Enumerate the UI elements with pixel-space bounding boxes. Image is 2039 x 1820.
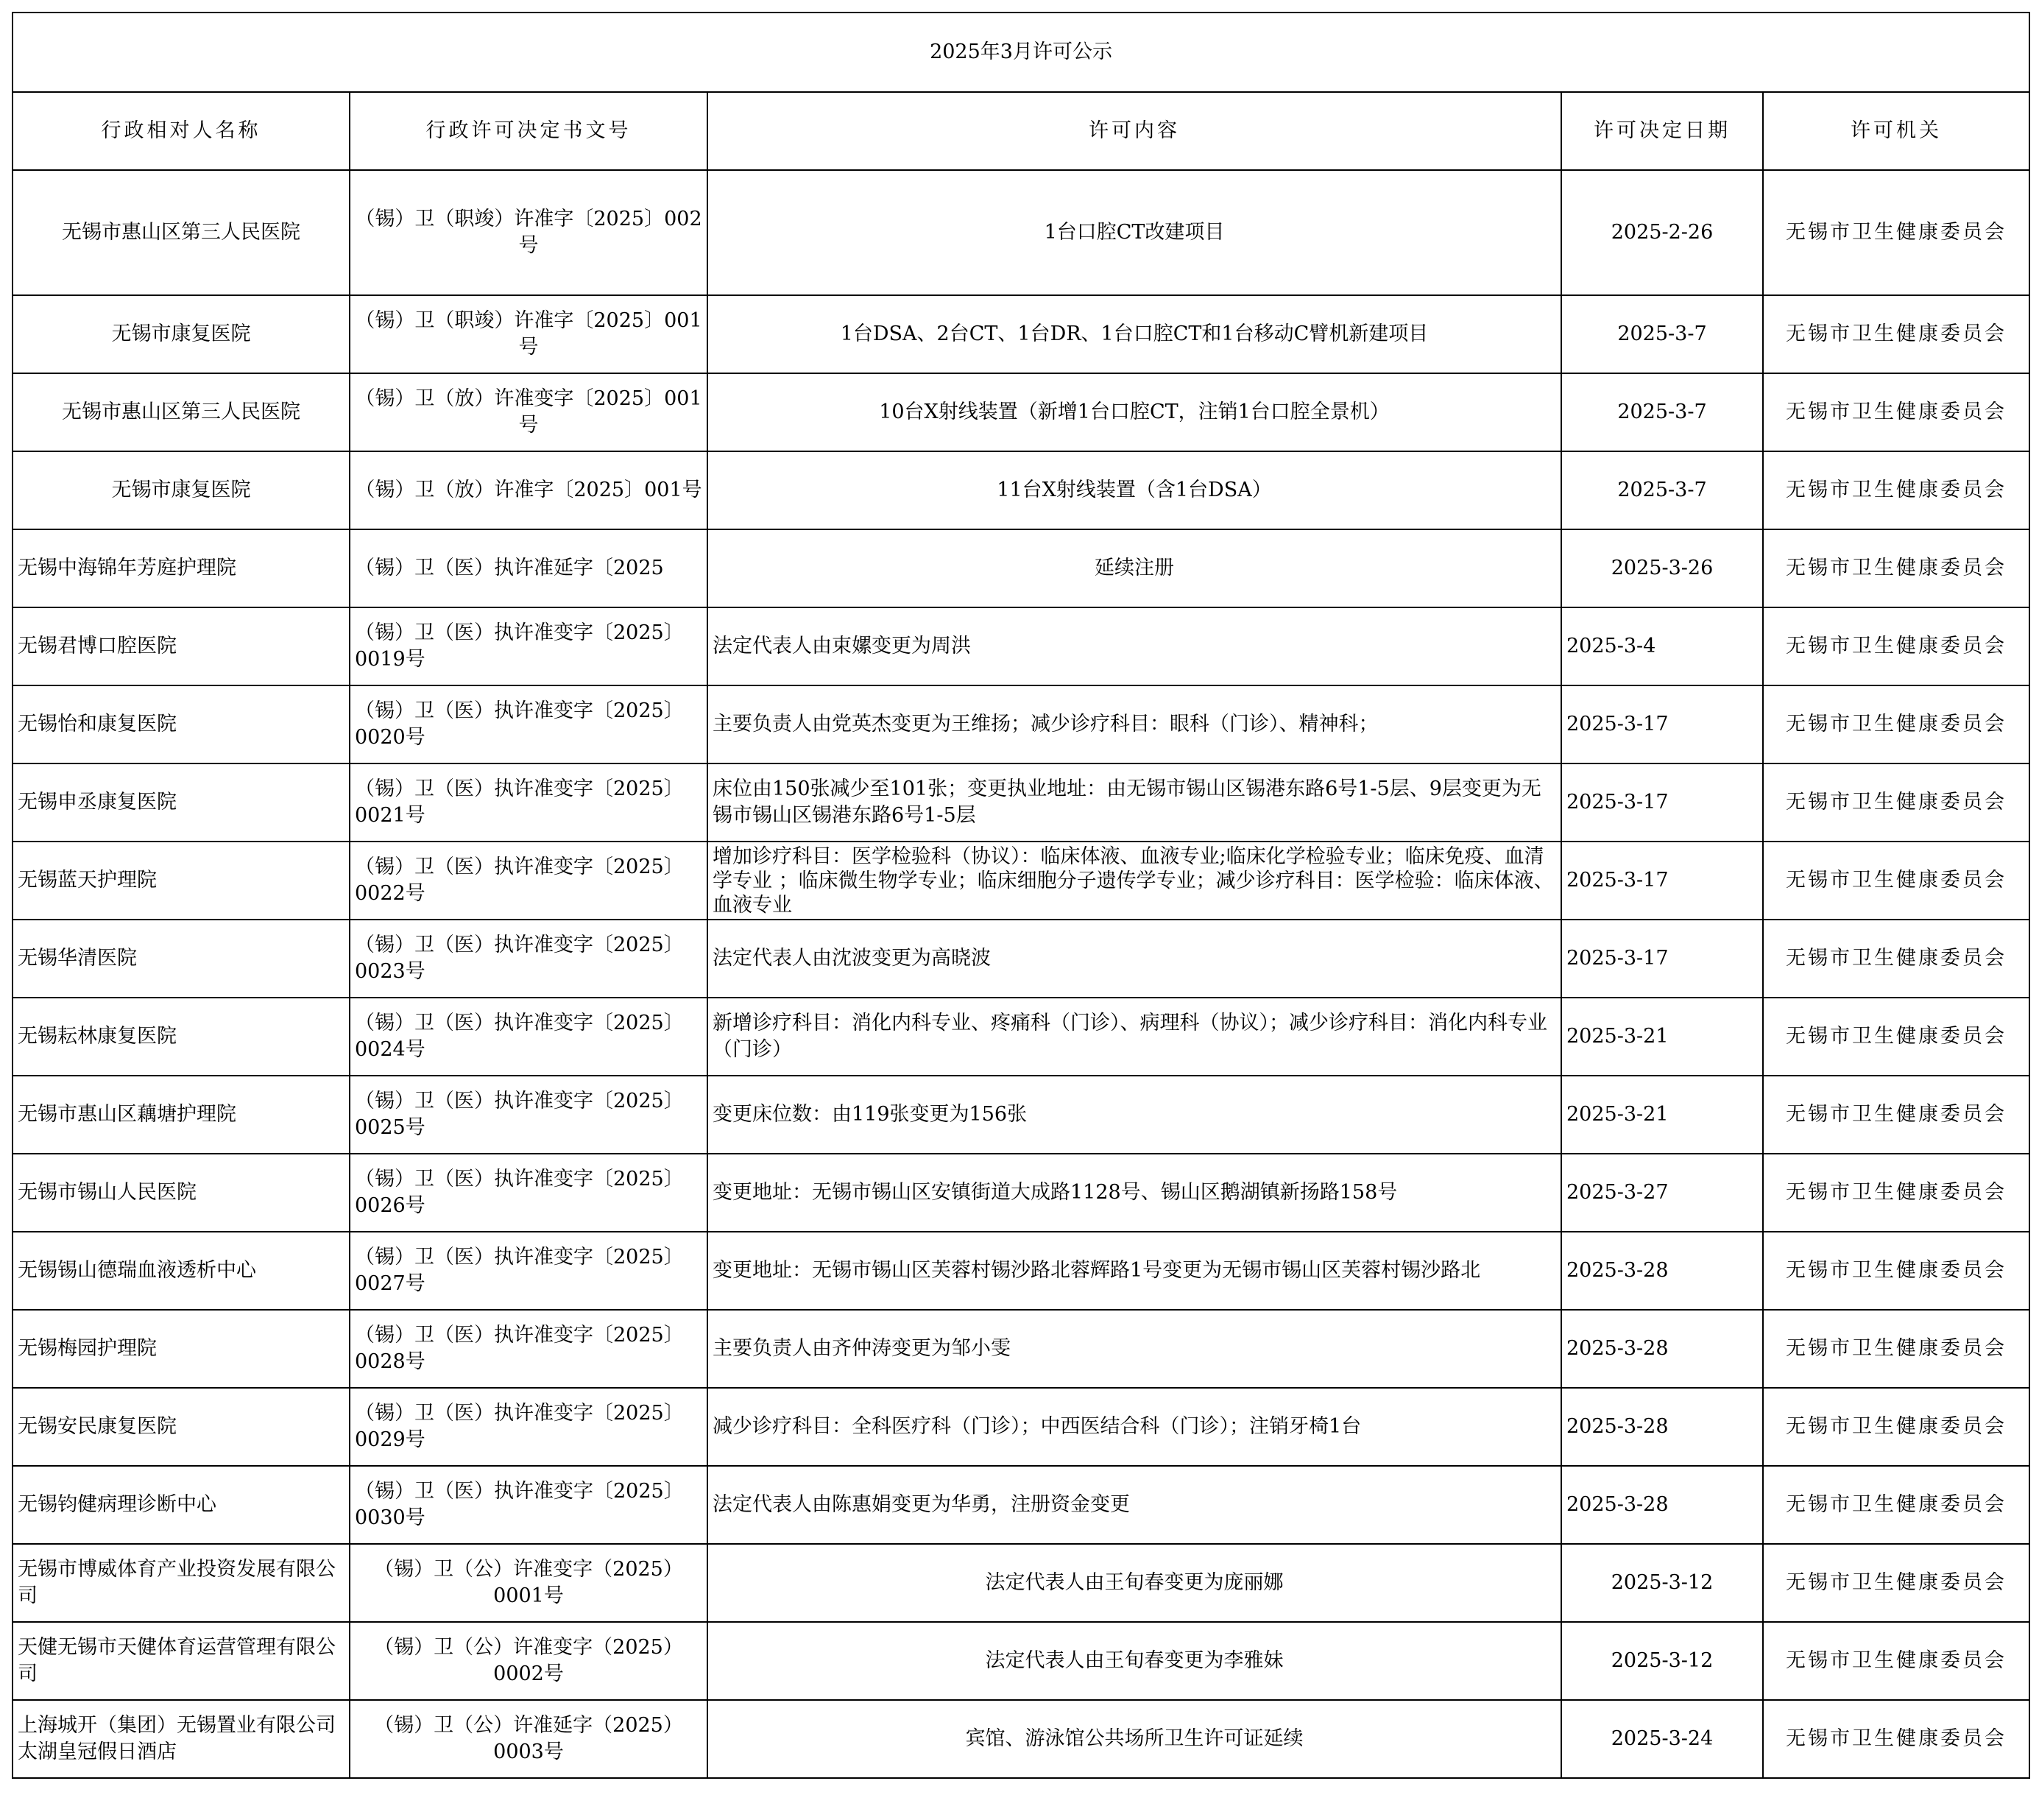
cell-date: 2025-3-27 (1561, 1154, 1763, 1232)
table-row (13, 1622, 2029, 1700)
cell-date: 2025-3-7 (1561, 373, 1763, 451)
cell-date: 2025-3-4 (1561, 607, 1763, 685)
table-row (13, 1232, 2029, 1310)
cell-authority: 无锡市卫生健康委员会 (1763, 170, 2029, 295)
cell-authority: 无锡市卫生健康委员会 (1763, 842, 2029, 920)
cell-authority: 无锡市卫生健康委员会 (1763, 1388, 2029, 1466)
table-row (13, 763, 2029, 842)
table-row (13, 1544, 2029, 1622)
cell-content: 法定代表人由王旬春变更为李雅妹 (707, 1622, 1561, 1700)
table-row (13, 1310, 2029, 1388)
page-title: 2025年3月许可公示 (13, 13, 2029, 92)
cell-name: 无锡市惠山区第三人民医院 (13, 170, 350, 295)
cell-authority: 无锡市卫生健康委员会 (1763, 920, 2029, 998)
cell-name: 无锡市康复医院 (13, 295, 350, 373)
cell-content: 法定代表人由王旬春变更为庞丽娜 (707, 1544, 1561, 1622)
header-name: 行政相对人名称 (13, 92, 350, 170)
table-row (13, 685, 2029, 763)
cell-authority: 无锡市卫生健康委员会 (1763, 295, 2029, 373)
table-row (13, 920, 2029, 998)
cell-doc-no: （锡）卫（医）执许准变字〔2025〕0027号 (350, 1232, 707, 1310)
cell-doc-no: （锡）卫（医）执许准变字〔2025〕0026号 (350, 1154, 707, 1232)
cell-name: 无锡中海锦年芳庭护理院 (13, 529, 350, 607)
cell-date: 2025-3-17 (1561, 920, 1763, 998)
cell-doc-no: （锡）卫（公）许准变字（2025）0002号 (350, 1622, 707, 1700)
cell-content: 变更地址：无锡市锡山区芙蓉村锡沙路北蓉辉路1号变更为无锡市锡山区芙蓉村锡沙路北 (707, 1232, 1561, 1310)
cell-doc-no: （锡）卫（公）许准变字（2025）0001号 (350, 1544, 707, 1622)
cell-content: 床位由150张减少至101张；变更执业地址：由无锡市锡山区锡港东路6号1-5层、9层变更为无锡市锡山区锡港东路6号1-5层 (707, 763, 1561, 842)
cell-content: 新增诊疗科目：消化内科专业、疼痛科（门诊）、病理科（协议）；减少诊疗科目：消化内科专业（门诊） (707, 998, 1561, 1076)
cell-authority: 无锡市卫生健康委员会 (1763, 1310, 2029, 1388)
cell-doc-no: （锡）卫（医）执许准变字〔2025〕0023号 (350, 920, 707, 998)
cell-date: 2025-3-12 (1561, 1544, 1763, 1622)
cell-name: 无锡申丞康复医院 (13, 763, 350, 842)
cell-doc-no: （锡）卫（职竣）许准字〔2025〕001号 (350, 295, 707, 373)
cell-name: 上海城开（集团）无锡置业有限公司太湖皇冠假日酒店 (13, 1700, 350, 1778)
cell-content: 主要负责人由齐仲涛变更为邹小雯 (707, 1310, 1561, 1388)
cell-date: 2025-3-21 (1561, 998, 1763, 1076)
cell-name: 无锡梅园护理院 (13, 1310, 350, 1388)
cell-doc-no: （锡）卫（医）执许准变字〔2025〕0021号 (350, 763, 707, 842)
table-row (13, 842, 2029, 920)
cell-doc-no: （锡）卫（公）许准延字（2025）0003号 (350, 1700, 707, 1778)
cell-authority: 无锡市卫生健康委员会 (1763, 607, 2029, 685)
cell-name: 无锡市锡山人民医院 (13, 1154, 350, 1232)
header-content: 许可内容 (707, 92, 1561, 170)
cell-content: 1台口腔CT改建项目 (707, 170, 1561, 295)
cell-doc-no: （锡）卫（医）执许准变字〔2025〕0020号 (350, 685, 707, 763)
cell-date: 2025-3-28 (1561, 1232, 1763, 1310)
table-row (13, 1466, 2029, 1544)
cell-name: 无锡市惠山区藕塘护理院 (13, 1076, 350, 1154)
cell-authority: 无锡市卫生健康委员会 (1763, 685, 2029, 763)
cell-doc-no: （锡）卫（医）执许准延字〔2025 (350, 529, 707, 607)
table-row (13, 373, 2029, 451)
cell-doc-no: （锡）卫（放）许准变字〔2025〕001号 (350, 373, 707, 451)
table-row (13, 170, 2029, 295)
cell-doc-no: （锡）卫（放）许准字〔2025〕001号 (350, 451, 707, 529)
cell-content: 11台X射线装置（含1台DSA） (707, 451, 1561, 529)
cell-content: 变更地址：无锡市锡山区安镇街道大成路1128号、锡山区鹅湖镇新扬路158号 (707, 1154, 1561, 1232)
cell-date: 2025-2-26 (1561, 170, 1763, 295)
cell-doc-no: （锡）卫（医）执许准变字〔2025〕0028号 (350, 1310, 707, 1388)
cell-date: 2025-3-7 (1561, 295, 1763, 373)
cell-authority: 无锡市卫生健康委员会 (1763, 998, 2029, 1076)
cell-doc-no: （锡）卫（医）执许准变字〔2025〕0024号 (350, 998, 707, 1076)
table-row (13, 998, 2029, 1076)
cell-name: 无锡耘林康复医院 (13, 998, 350, 1076)
cell-doc-no: （锡）卫（职竣）许准字〔2025〕002号 (350, 170, 707, 295)
table-row (13, 529, 2029, 607)
cell-name: 无锡市康复医院 (13, 451, 350, 529)
cell-content: 1台DSA、2台CT、1台DR、1台口腔CT和1台移动C臂机新建项目 (707, 295, 1561, 373)
cell-authority: 无锡市卫生健康委员会 (1763, 373, 2029, 451)
header-date: 许可决定日期 (1561, 92, 1763, 170)
cell-content: 主要负责人由党英杰变更为王维扬；减少诊疗科目：眼科（门诊）、精神科； (707, 685, 1561, 763)
cell-name: 无锡君博口腔医院 (13, 607, 350, 685)
cell-date: 2025-3-28 (1561, 1388, 1763, 1466)
cell-authority: 无锡市卫生健康委员会 (1763, 1700, 2029, 1778)
cell-name: 无锡蓝天护理院 (13, 842, 350, 920)
header-authority: 许可机关 (1763, 92, 2029, 170)
cell-date: 2025-3-17 (1561, 842, 1763, 920)
cell-content: 法定代表人由束嫘变更为周洪 (707, 607, 1561, 685)
cell-name: 天健无锡市天健体育运营管理有限公司 (13, 1622, 350, 1700)
cell-date: 2025-3-26 (1561, 529, 1763, 607)
cell-date: 2025-3-17 (1561, 763, 1763, 842)
cell-date: 2025-3-24 (1561, 1700, 1763, 1778)
cell-name: 无锡怡和康复医院 (13, 685, 350, 763)
table-row (13, 451, 2029, 529)
cell-date: 2025-3-28 (1561, 1466, 1763, 1544)
cell-doc-no: （锡）卫（医）执许准变字〔2025〕0019号 (350, 607, 707, 685)
table-row (13, 1076, 2029, 1154)
table-row (13, 1154, 2029, 1232)
cell-authority: 无锡市卫生健康委员会 (1763, 763, 2029, 842)
permit-table (12, 12, 2030, 1779)
cell-content: 宾馆、游泳馆公共场所卫生许可证延续 (707, 1700, 1561, 1778)
cell-content: 增加诊疗科目：医学检验科（协议）：临床体液、血液专业;临床化学检验专业；临床免疫、血清学专业 ；临床微生物学专业；临床细胞分子遗传学专业；减少诊疗科目：医学检验：临床体液、血液专业 (707, 842, 1561, 920)
cell-authority: 无锡市卫生健康委员会 (1763, 1076, 2029, 1154)
cell-name: 无锡安民康复医院 (13, 1388, 350, 1466)
cell-date: 2025-3-28 (1561, 1310, 1763, 1388)
cell-authority: 无锡市卫生健康委员会 (1763, 1466, 2029, 1544)
cell-authority: 无锡市卫生健康委员会 (1763, 1622, 2029, 1700)
cell-content: 法定代表人由沈波变更为高晓波 (707, 920, 1561, 998)
cell-doc-no: （锡）卫（医）执许准变字〔2025〕0022号 (350, 842, 707, 920)
cell-date: 2025-3-17 (1561, 685, 1763, 763)
cell-name: 无锡市博威体育产业投资发展有限公司 (13, 1544, 350, 1622)
table-row (13, 607, 2029, 685)
cell-authority: 无锡市卫生健康委员会 (1763, 1544, 2029, 1622)
table-row (13, 295, 2029, 373)
cell-name: 无锡市惠山区第三人民医院 (13, 373, 350, 451)
cell-authority: 无锡市卫生健康委员会 (1763, 529, 2029, 607)
cell-date: 2025-3-21 (1561, 1076, 1763, 1154)
cell-name: 无锡锡山德瑞血液透析中心 (13, 1232, 350, 1310)
cell-content: 变更床位数：由119张变更为156张 (707, 1076, 1561, 1154)
cell-doc-no: （锡）卫（医）执许准变字〔2025〕0030号 (350, 1466, 707, 1544)
table-row (13, 1388, 2029, 1466)
cell-authority: 无锡市卫生健康委员会 (1763, 1154, 2029, 1232)
cell-name: 无锡华清医院 (13, 920, 350, 998)
cell-date: 2025-3-7 (1561, 451, 1763, 529)
cell-content: 10台X射线装置（新增1台口腔CT，注销1台口腔全景机） (707, 373, 1561, 451)
table-row (13, 1700, 2029, 1778)
header-doc-no: 行政许可决定书文号 (350, 92, 707, 170)
cell-doc-no: （锡）卫（医）执许准变字〔2025〕0029号 (350, 1388, 707, 1466)
cell-content: 减少诊疗科目：全科医疗科（门诊）；中西医结合科（门诊）；注销牙椅1台 (707, 1388, 1561, 1466)
cell-authority: 无锡市卫生健康委员会 (1763, 451, 2029, 529)
cell-name: 无锡钧健病理诊断中心 (13, 1466, 350, 1544)
cell-authority: 无锡市卫生健康委员会 (1763, 1232, 2029, 1310)
cell-doc-no: （锡）卫（医）执许准变字〔2025〕0025号 (350, 1076, 707, 1154)
cell-content: 延续注册 (707, 529, 1561, 607)
cell-content: 法定代表人由陈惠娟变更为华勇，注册资金变更 (707, 1466, 1561, 1544)
cell-date: 2025-3-12 (1561, 1622, 1763, 1700)
